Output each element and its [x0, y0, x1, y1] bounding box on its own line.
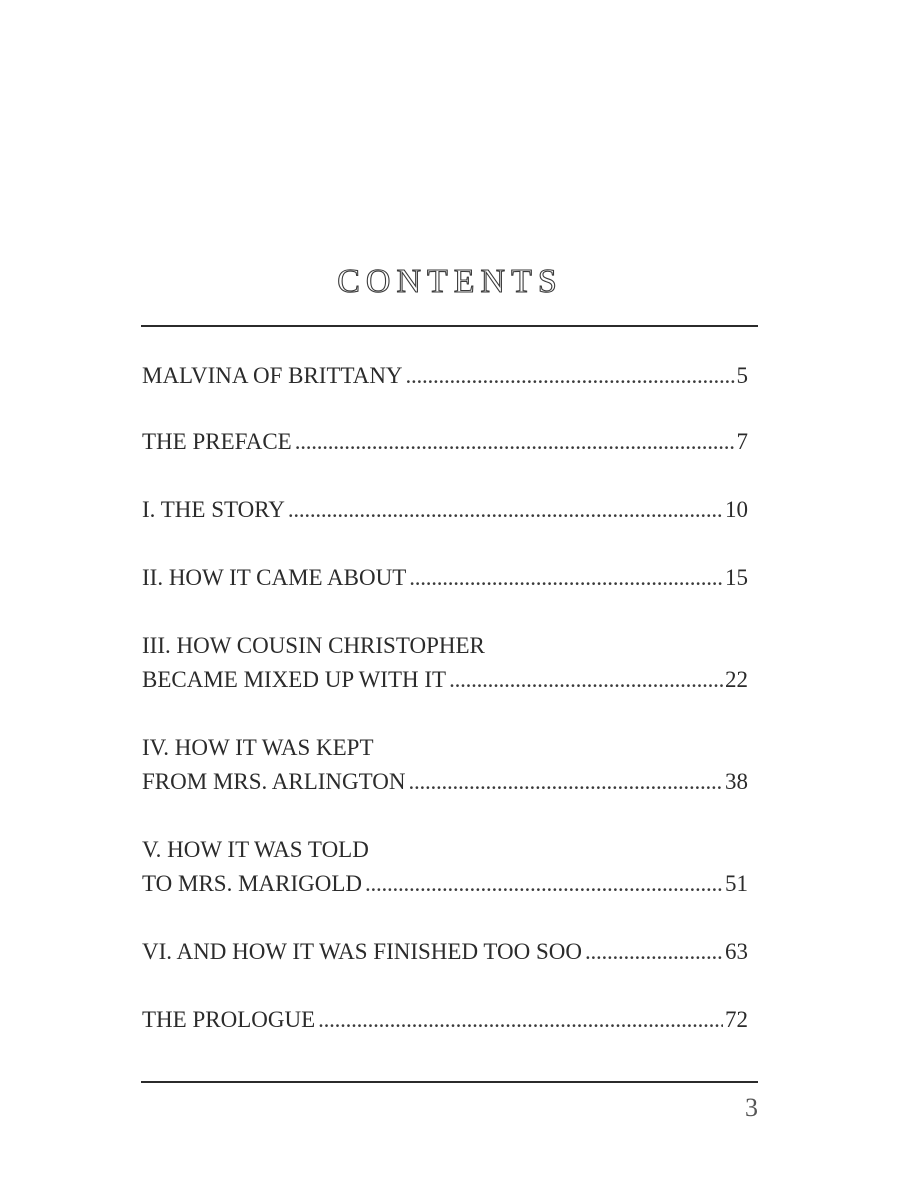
toc-entry-label: II. HOW IT CAME ABOUT — [142, 565, 407, 590]
toc-entry-chapter-1[interactable] — [142, 493, 748, 527]
dot-leader — [318, 1003, 723, 1037]
toc-entry-chapter-5[interactable] — [142, 833, 748, 901]
toc-entry-line — [142, 359, 748, 393]
toc-page-number: 22 — [725, 667, 748, 692]
toc-entry-line — [142, 425, 748, 459]
toc-page-number: 5 — [736, 363, 748, 388]
dot-leader — [409, 765, 724, 799]
dot-leader — [585, 935, 723, 969]
toc-entry-chapter-3[interactable] — [142, 629, 748, 697]
toc-entry-first-line: V. HOW IT WAS TOLD — [142, 837, 369, 862]
toc-entry-line — [142, 1003, 748, 1037]
toc-entry-first-line: III. HOW COUSIN CHRISTOPHER — [142, 633, 485, 658]
bottom-rule — [141, 1081, 758, 1083]
toc-entry-malvina[interactable] — [142, 359, 748, 393]
toc-entry-line — [142, 663, 748, 697]
toc-page-number: 38 — [725, 769, 748, 794]
dot-leader — [295, 425, 735, 459]
toc-entry-first-line: IV. HOW IT WAS KEPT — [142, 735, 374, 760]
toc-entry-label: THE PROLOGUE — [142, 1007, 316, 1032]
dot-leader — [449, 663, 723, 697]
toc-page-number: 72 — [725, 1007, 748, 1032]
toc-entry-line — [142, 561, 748, 595]
toc-entry-prologue[interactable] — [142, 1003, 748, 1037]
toc-entry-label: MALVINA OF BRITTANY — [142, 363, 403, 388]
toc-entry-label: BECAME MIXED UP WITH IT — [142, 667, 447, 692]
toc-entry-line — [142, 935, 748, 969]
toc-entry-line — [142, 867, 748, 901]
toc-page-number: 7 — [736, 429, 748, 454]
dot-leader — [365, 867, 723, 901]
toc-page-number: 63 — [725, 939, 748, 964]
dot-leader — [409, 561, 723, 595]
toc-page-number: 10 — [725, 497, 748, 522]
toc-entry-label: I. THE STORY — [142, 497, 285, 522]
toc-entry-preface[interactable] — [142, 425, 748, 459]
top-rule — [141, 325, 758, 327]
toc-page-number: 15 — [725, 565, 748, 590]
toc-entry-label: THE PREFACE — [142, 429, 292, 454]
dot-leader — [406, 359, 735, 393]
toc-entry-chapter-6[interactable] — [142, 935, 748, 969]
toc-entry-line — [142, 493, 748, 527]
toc-entry-chapter-4[interactable] — [142, 731, 748, 799]
page-title: CONTENTS — [337, 263, 563, 300]
page-number: 3 — [745, 1093, 758, 1122]
toc-entry-line — [142, 765, 748, 799]
toc-page-number: 51 — [725, 871, 748, 896]
dot-leader — [288, 493, 723, 527]
toc-entry-chapter-2[interactable] — [142, 561, 748, 595]
toc-entry-label: TO MRS. MARIGOLD — [142, 871, 363, 896]
toc-entry-label: FROM MRS. ARLINGTON — [142, 769, 406, 794]
toc-entry-label: VI. AND HOW IT WAS FINISHED TOO SOO — [142, 939, 583, 964]
